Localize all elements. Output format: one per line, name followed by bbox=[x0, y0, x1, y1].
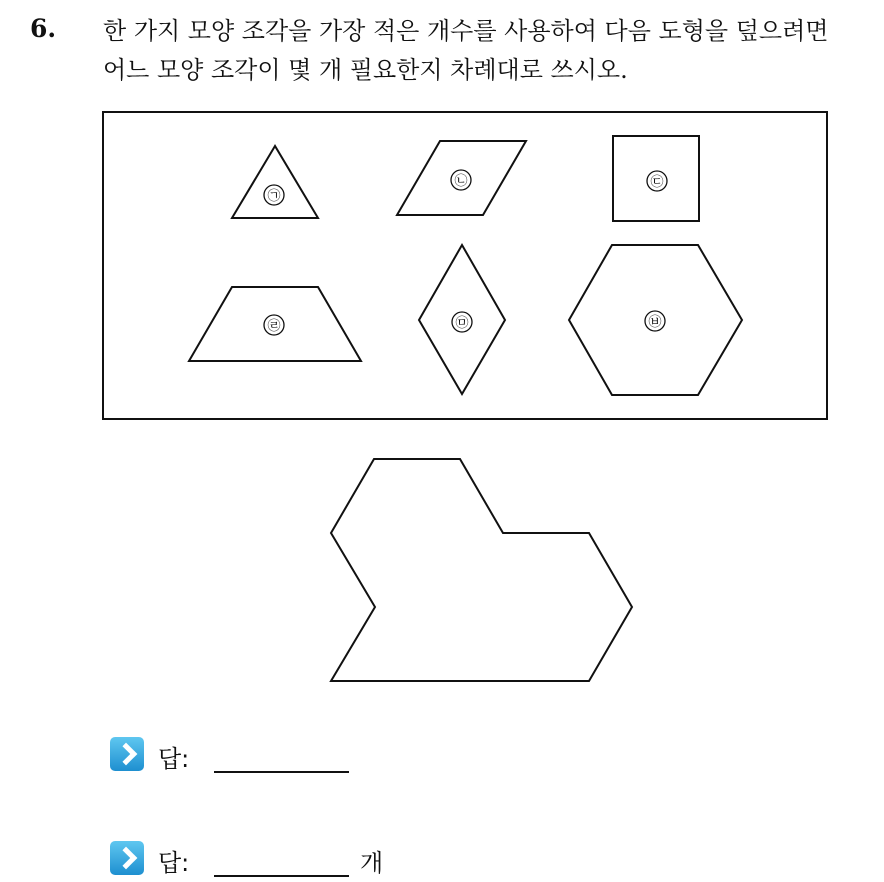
piece-square-label: ㉢ bbox=[650, 175, 664, 190]
answer-1 bbox=[110, 737, 410, 773]
question-number: 6. bbox=[30, 14, 57, 43]
answer-label: 답: bbox=[158, 849, 190, 877]
target-figure bbox=[331, 459, 632, 681]
answer-blank[interactable] bbox=[214, 875, 349, 877]
pieces-frame bbox=[103, 112, 827, 419]
piece-rhombus-label: ㉤ bbox=[455, 316, 469, 331]
piece-trapezoid-label: ㉣ bbox=[267, 319, 281, 334]
question-line-1: 한 가지 모양 조각을 가장 적은 개수를 사용하여 다음 도형을 덮으려면 bbox=[103, 17, 829, 45]
piece-hexagon-label: ㉥ bbox=[648, 315, 662, 330]
piece-triangle bbox=[232, 146, 318, 218]
answer-arrow-icon bbox=[110, 841, 144, 875]
answer-2 bbox=[110, 841, 410, 877]
answer-label: 답: bbox=[158, 745, 190, 773]
answer-unit: 개 bbox=[360, 849, 384, 877]
piece-parallelogram-label: ㉡ bbox=[454, 174, 468, 189]
answer-blank[interactable] bbox=[214, 771, 349, 773]
answer-arrow-icon bbox=[110, 737, 144, 771]
piece-triangle-label: ㉠ bbox=[267, 189, 281, 204]
question-line-2: 어느 모양 조각이 몇 개 필요한지 차례대로 쓰시오. bbox=[103, 56, 628, 84]
